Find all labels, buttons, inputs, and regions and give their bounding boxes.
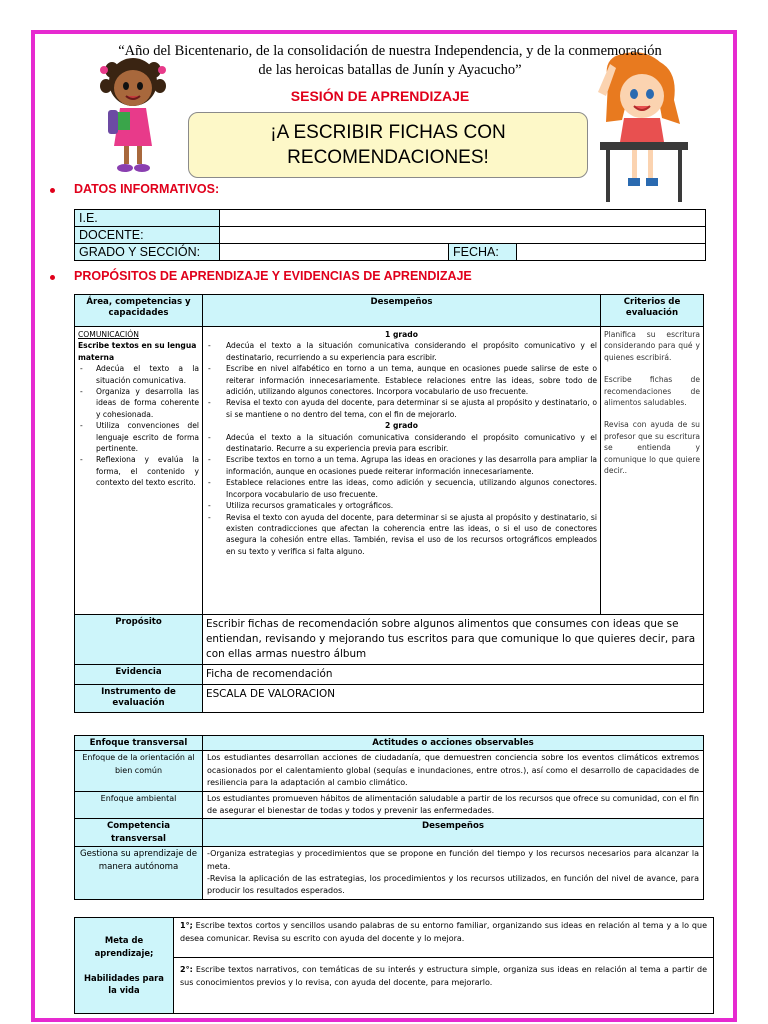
- list-item: - Establece relaciones entre las ideas, como adición y secuencia, utilizando algunos conectores. Incorpora vocabulario de uso frecuente.: [206, 477, 597, 500]
- list-item: - Utiliza convenciones del lenguaje escrito de forma pertinente.: [78, 420, 199, 454]
- list-item: - Reflexiona y evalúa la forma, el contenido y contexto del texto escrito.: [78, 454, 199, 488]
- gestiona-line-2: -Revisa la aplicación de las estrategias, los procedimientos y los recursos utilizados, en función del nivel de avance, para producir los resultados esperados.: [207, 874, 699, 896]
- criterios-cell: [601, 327, 704, 615]
- list-item: - Utiliza recursos gramaticales y ortográficos.: [206, 500, 597, 511]
- list-item: - Adecúa el texto a la situación comunicativa considerando el propósito comunicativo y el destinatario, recurriendo a su experiencia para escribir.: [206, 340, 597, 363]
- instrumento-text: ESCALA DE VALORACION: [203, 685, 704, 713]
- habilidades-label: Habilidades para la vida: [84, 972, 164, 996]
- enfoque-name: Enfoque de la orientación al bien común: [75, 751, 203, 791]
- prop-content-row: [75, 327, 704, 615]
- criterio-item: Revisa con ayuda de su profesor que su escritura se entienda y comunique lo que quiere decir..: [604, 420, 700, 476]
- bullet-propositos: [50, 275, 55, 280]
- col-desempenos-header: Desempeños: [203, 295, 601, 327]
- gestiona-row: [75, 847, 704, 900]
- datos-table: [74, 209, 706, 261]
- area-cell: [75, 327, 203, 615]
- enfoque-text: Los estudiantes promueven hábitos de alimentación saludable a partir de los recursos que ofrece su comunidad, con el fin de asegurar el bienestar de todas y todos y prevenir las enfermedades.: [203, 791, 704, 819]
- motto-line-2: de las heroicas batallas de Junín y Ayacucho”: [258, 62, 522, 78]
- gestiona-label: Gestiona su aprendizaje de manera autónoma: [75, 847, 203, 900]
- instrumento-label: Instrumento de evaluación: [75, 685, 203, 713]
- motto-text: [70, 42, 710, 80]
- docente-value[interactable]: [220, 227, 706, 244]
- grado-value[interactable]: [220, 244, 449, 261]
- ie-value[interactable]: [220, 210, 706, 227]
- datos-row-docente: [75, 227, 706, 244]
- criterio-item: Escribe fichas de recomendaciones de alimentos saludables.: [604, 375, 700, 408]
- grado2-label: 2 grado: [385, 421, 418, 431]
- list-item: - Revisa el texto con ayuda del docente, para determinar si se ajusta al propósito y destinatario, o si se mantiene o no dentro del tema, con el fin de mejorarlo.: [206, 397, 597, 420]
- comp-transversal-label: Competencia transversal: [75, 819, 203, 847]
- motto-line-1: “Año del Bicentenario, de la consolidación de nuestra Independencia, y de la conmemoración: [118, 43, 662, 59]
- bullet-datos: [50, 188, 55, 193]
- session-label: SESIÓN DE APRENDIZAJE: [290, 88, 470, 104]
- enfoque-header-row: [75, 736, 704, 751]
- list-item: - Escribe en nivel alfabético en torno a un tema, aunque en ocasiones puede salirse de este o reiterar información innecesariamente. Establece relaciones entre las ideas, sobre todo de adición, utilizando algunos conectores. Incorpora vocabulario de uso frecuente.: [206, 363, 597, 397]
- grado2-list: [206, 432, 597, 557]
- evidencia-text: Ficha de recomendación: [203, 665, 704, 685]
- capacidades-list: [78, 363, 199, 488]
- enfoque-name: Enfoque ambiental: [75, 791, 203, 819]
- datos-row-ie: [75, 210, 706, 227]
- meta-g2-text: Escribe textos narrativos, con temáticas de su interés y estructura simple, organiza sus ideas en relación al tema a partir de sus conocimientos previos y lo revisa, con ayuda del docente, para mejorarlo.: [180, 965, 707, 987]
- col-area-header: Área, competencias y capacidades: [75, 295, 203, 327]
- meta-g1-text: Escribe textos cortos y sencillos usando palabras de su entorno familiar, organizando sus ideas en relación al tema y a lo que desea comunicar. Revisa su escrito con ayuda del docente y lo mejora.: [180, 921, 707, 943]
- instrumento-row: [75, 685, 704, 713]
- propositos-heading: PROPÓSITOS DE APRENDIZAJE Y EVIDENCIAS DE APRENDIZAJE: [74, 269, 472, 283]
- list-item: - Revisa el texto con ayuda del docente, para determinar si se ajusta al propósito y destinatario, si existen contradicciones que afectan la coherencia entre las ideas, o si el uso de conectores asegura la cohesión entre ellas. También, revisa el uso de los recursos ortográficos empleados en su texto y verifica si falta alguno.: [206, 512, 597, 558]
- propositos-table: [74, 294, 704, 713]
- datos-row-grado: [75, 244, 706, 261]
- list-item: - Adecúa el texto a la situación comunicativa.: [78, 363, 199, 386]
- desempenos-label: Desempeños: [203, 819, 704, 847]
- fecha-label: FECHA:: [449, 244, 517, 261]
- table-row: [75, 751, 704, 791]
- docente-label: DOCENTE:: [75, 227, 220, 244]
- col-enfoque-header: Enfoque transversal: [75, 736, 203, 751]
- meta-table: [74, 917, 714, 1014]
- meta-g2-prefix: 2°:: [180, 965, 193, 974]
- desempenos-cell: [203, 327, 601, 615]
- proposito-row: [75, 615, 704, 665]
- gestiona-cell: [203, 847, 704, 900]
- enfoque-text: Los estudiantes desarrollan acciones de ciudadanía, que demuestren conciencia sobre los eventos climáticos extremos ocasionados por el calentamiento global (sequías e inundaciones, entre otros.), así como el desarrollo de capacidades de resiliencia para la adaptación al cambio climático.: [203, 751, 704, 791]
- meta-g2-cell: [174, 958, 714, 1014]
- ie-label: I.E.: [75, 210, 220, 227]
- criterio-item: Planifica su escritura considerando para qué y quienes escribirá.: [604, 330, 700, 362]
- grado-label: GRADO Y SECCIÓN:: [75, 244, 220, 261]
- table-row: [75, 791, 704, 819]
- meta-row-1: [75, 918, 714, 958]
- title-line-2: RECOMENDACIONES!: [287, 147, 489, 168]
- title-line-1: ¡A ESCRIBIR FICHAS CON: [270, 122, 506, 143]
- meta-g1-cell: [174, 918, 714, 958]
- gestiona-line-1: -Organiza estrategias y procedimientos que se propone en función del tiempo y los recursos necesarios para alcanzar la meta.: [207, 849, 699, 871]
- meta-g1-prefix: 1°;: [180, 921, 193, 930]
- proposito-label: Propósito: [75, 615, 203, 665]
- evidencia-row: [75, 665, 704, 685]
- meta-label: Meta de aprendizaje;: [94, 935, 154, 958]
- comp-header-row: [75, 819, 704, 847]
- page-title: [270, 120, 505, 170]
- grado1-list: [206, 340, 597, 420]
- grado1-label: 1 grado: [385, 330, 418, 339]
- area-title: COMUNICACIÓN: [78, 330, 139, 339]
- list-item: - Adecúa el texto a la situación comunicativa considerando el propósito comunicativo y el destinatario. Recurre a su experiencia previa para escribir.: [206, 432, 597, 455]
- list-item: - Organiza y desarrolla las ideas de forma coherente y cohesionada.: [78, 386, 199, 420]
- competencia-text: Escribe textos en su lengua materna: [78, 341, 197, 362]
- enfoques-table: [74, 735, 704, 900]
- proposito-text: Escribir fichas de recomendación sobre algunos alimentos que consumes con ideas que se entiendan, revisando y mejorando tus escritos para que comunique lo que quieres decir, para con ellas armas nuestro álbum: [203, 615, 704, 665]
- datos-heading: DATOS INFORMATIVOS:: [74, 182, 220, 196]
- meta-label-cell: [75, 918, 174, 1014]
- evidencia-label: Evidencia: [75, 665, 203, 685]
- prop-header-row: [75, 295, 704, 327]
- list-item: - Escribe textos en torno a un tema. Agrupa las ideas en oraciones y las desarrolla para ampliar la información, aunque en ocasiones puede reiterar información innecesariamente.: [206, 454, 597, 477]
- title-box: [188, 112, 588, 178]
- col-actitudes-header: Actitudes o acciones observables: [203, 736, 704, 751]
- fecha-value[interactable]: [517, 244, 706, 261]
- col-criterios-header: Criterios de evaluación: [601, 295, 704, 327]
